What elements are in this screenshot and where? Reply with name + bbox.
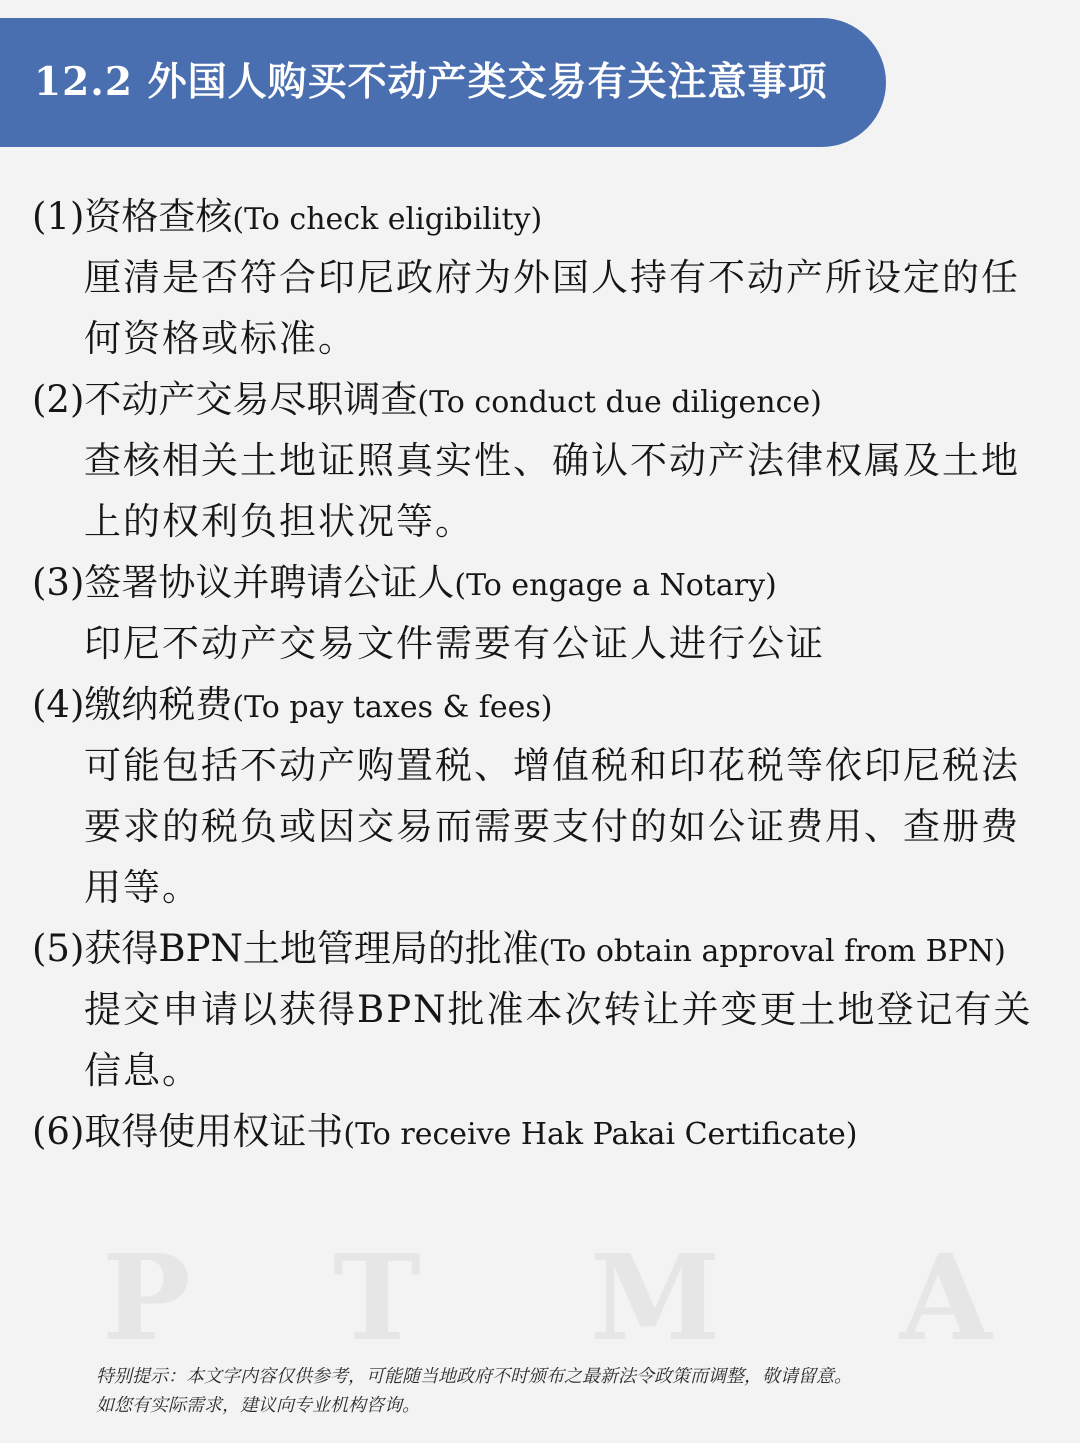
item-heading bbox=[32, 186, 1052, 247]
item-heading-en: (To check eligibility) bbox=[232, 202, 543, 237]
item-heading-en: (To obtain approval from BPN) bbox=[538, 934, 1006, 969]
watermark-letter: A bbox=[900, 1228, 992, 1367]
disclaimer-line: 如您有实际需求，建议向专业机构咨询。 bbox=[96, 1395, 420, 1416]
list-item bbox=[32, 674, 1052, 918]
item-body: 印尼不动产交易文件需要有公证人进行公证 bbox=[84, 622, 825, 665]
list-item bbox=[32, 186, 1052, 369]
disclaimer bbox=[96, 1362, 1056, 1420]
item-heading-en: (To pay taxes & fees) bbox=[232, 690, 553, 725]
header-banner bbox=[0, 18, 886, 147]
list-item bbox=[32, 1101, 1052, 1162]
watermark-letter: T bbox=[333, 1228, 421, 1367]
content-list bbox=[32, 186, 1052, 1162]
list-item bbox=[32, 918, 1052, 1101]
item-heading-zh: (4)缴纳税费 bbox=[32, 683, 233, 726]
item-body: 厘清是否符合印尼政府为外国人持有不动产所设定的任何资格或标准。 bbox=[84, 256, 1020, 360]
watermark-letter: P bbox=[102, 1228, 191, 1367]
watermark-letter: M bbox=[590, 1228, 721, 1367]
item-heading bbox=[32, 1101, 1052, 1162]
item-heading-zh: (3)签署协议并聘请公证人 bbox=[32, 561, 455, 604]
item-heading bbox=[32, 552, 1052, 613]
item-body: 提交申请以获得BPN批准本次转让并变更土地登记有关信息。 bbox=[84, 988, 1033, 1092]
item-heading-zh: (6)取得使用权证书 bbox=[32, 1110, 344, 1153]
disclaimer-line: 特别提示：本文字内容仅供参考，可能随当地政府不时颁布之最新法令政策而调整，敬请留意。 bbox=[96, 1366, 852, 1387]
item-heading-zh: (2)不动产交易尽职调查 bbox=[32, 378, 418, 421]
item-heading-en: (To receive Hak Pakai Certificate) bbox=[343, 1117, 858, 1152]
watermark bbox=[0, 1228, 1080, 1367]
item-heading-en: (To conduct due diligence) bbox=[417, 385, 822, 420]
item-body: 可能包括不动产购置税、增值税和印花税等依印尼税法要求的税负或因交易而需要支付的如公证费用、查册费用等。 bbox=[84, 744, 1020, 909]
page-title: 12.2 外国人购买不动产类交易有关注意事项 bbox=[34, 59, 828, 105]
item-heading bbox=[32, 674, 1052, 735]
item-body: 查核相关土地证照真实性、确认不动产法律权属及土地上的权利负担状况等。 bbox=[84, 439, 1020, 543]
item-heading-zh: (5)获得BPN土地管理局的批准 bbox=[32, 927, 539, 970]
item-heading bbox=[32, 918, 1052, 979]
item-heading-en: (To engage a Notary) bbox=[454, 568, 777, 603]
list-item bbox=[32, 552, 1052, 674]
list-item bbox=[32, 369, 1052, 552]
item-heading bbox=[32, 369, 1052, 430]
item-heading-zh: (1)资格查核 bbox=[32, 195, 233, 238]
